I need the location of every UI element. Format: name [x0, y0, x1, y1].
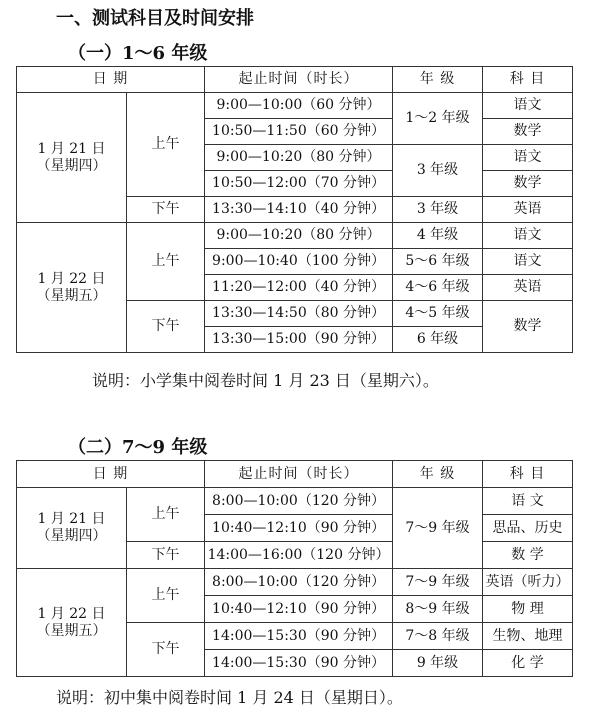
table-row [17, 93, 573, 119]
grade-cell: 4 年级 [393, 223, 483, 249]
header-date: 日 期 [17, 67, 205, 93]
table-row [17, 223, 573, 249]
time-cell: 10:40—12:10（90 分钟） [205, 596, 393, 623]
grade-cell: 4～6 年级 [393, 275, 483, 301]
date-label: 1 月 22 日 [37, 270, 106, 287]
time-cell: 9:00—10:20（80 分钟） [205, 223, 393, 249]
time-cell: 14:00—16:00（120 分钟） [205, 542, 393, 569]
header-time: 起止时间（时长） [205, 67, 393, 93]
date-label: 1 月 21 日 [37, 511, 106, 528]
header-grade: 年 级 [393, 67, 483, 93]
subject-cell: 语文 [483, 223, 573, 249]
grade-cell: 8～9 年级 [393, 596, 483, 623]
header-subject: 科 目 [483, 67, 573, 93]
table-header-row [17, 67, 573, 93]
time-cell: 10:50—12:00（70 分钟） [205, 171, 393, 197]
period-pm: 下午 [127, 542, 205, 569]
weekday-label: （星期四） [36, 528, 107, 544]
time-cell: 11:20—12:00（40 分钟） [205, 275, 393, 301]
time-cell: 13:30—15:00（90 分钟） [205, 327, 393, 353]
table-header-row [17, 461, 573, 488]
subject-cell: 语文 [483, 145, 573, 171]
date-cell-jan22 [17, 223, 127, 353]
subject-cell: 数学 [483, 171, 573, 197]
grade-cell: 7～9 年级 [393, 488, 483, 569]
date-cell-jan22 [17, 569, 127, 677]
period-pm: 下午 [127, 197, 205, 223]
date-cell-jan21 [17, 93, 127, 223]
subject-cell: 数学 [483, 119, 573, 145]
header-subject: 科 目 [483, 461, 573, 488]
weekday-label: （星期五） [36, 622, 107, 639]
header-grade: 年 级 [393, 461, 483, 488]
weekday-label: （星期五） [36, 287, 107, 304]
time-cell: 14:00—15:30（90 分钟） [205, 623, 393, 650]
time-cell: 13:30—14:10（40 分钟） [205, 197, 393, 223]
grade-cell: 4～5 年级 [393, 301, 483, 327]
grade-cell: 3 年级 [393, 197, 483, 223]
time-cell: 9:00—10:40（100 分钟） [205, 249, 393, 275]
subject-cell: 化 学 [483, 650, 573, 677]
time-cell: 14:00—15:30（90 分钟） [205, 650, 393, 677]
part1-title: （一）1～6 年级 [68, 43, 208, 64]
period-pm: 下午 [127, 623, 205, 677]
time-cell: 10:50—11:50（60 分钟） [205, 119, 393, 145]
subject-cell: 思品、历史 [483, 515, 573, 542]
subject-cell: 英语 [483, 275, 573, 301]
time-cell: 13:30—14:50（80 分钟） [205, 301, 393, 327]
part2-title: （二）7～9 年级 [68, 437, 208, 458]
grade-cell: 7～9 年级 [393, 569, 483, 596]
section-title: 一、测试科目及时间安排 [56, 8, 254, 29]
schedule-table-grades-7-9 [16, 460, 573, 677]
subject-cell: 语文 [483, 249, 573, 275]
weekday-label: （星期四） [36, 157, 107, 174]
subject-cell: 语 文 [483, 488, 573, 515]
header-time: 起止时间（时长） [205, 461, 393, 488]
period-am: 上午 [127, 93, 205, 197]
grade-cell: 9 年级 [393, 650, 483, 677]
period-am: 上午 [127, 569, 205, 623]
table-row [17, 488, 573, 515]
time-cell: 8:00—10:00（120 分钟） [205, 488, 393, 515]
time-cell: 9:00—10:00（60 分钟） [205, 93, 393, 119]
grade-cell: 1～2 年级 [393, 93, 483, 145]
subject-cell: 生物、地理 [483, 623, 573, 650]
note-junior-grading: 说明：初中集中阅卷时间 1 月 24 日（星期日）。 [56, 688, 403, 707]
schedule-table-grades-1-6 [16, 66, 573, 353]
subject-cell: 数 学 [483, 542, 573, 569]
subject-cell: 物 理 [483, 596, 573, 623]
grade-cell: 6 年级 [393, 327, 483, 353]
period-am: 上午 [127, 488, 205, 542]
period-pm: 下午 [127, 301, 205, 353]
table-row [17, 569, 573, 596]
date-label: 1 月 21 日 [37, 140, 106, 157]
grade-cell: 5～6 年级 [393, 249, 483, 275]
subject-cell: 英语 [483, 197, 573, 223]
subject-cell: 语文 [483, 93, 573, 119]
date-label: 1 月 22 日 [37, 605, 106, 622]
time-cell: 10:40—12:10（90 分钟） [205, 515, 393, 542]
subject-cell: 数学 [483, 301, 573, 353]
grade-cell: 7～8 年级 [393, 623, 483, 650]
time-cell: 8:00—10:00（120 分钟） [205, 569, 393, 596]
grade-cell: 3 年级 [393, 145, 483, 197]
time-cell: 9:00—10:20（80 分钟） [205, 145, 393, 171]
header-date: 日 期 [17, 461, 205, 488]
period-am: 上午 [127, 223, 205, 301]
subject-cell: 英语（听力） [483, 569, 573, 596]
note-primary-grading: 说明：小学集中阅卷时间 1 月 23 日（星期六）。 [92, 371, 439, 390]
date-cell-jan21 [17, 488, 127, 569]
